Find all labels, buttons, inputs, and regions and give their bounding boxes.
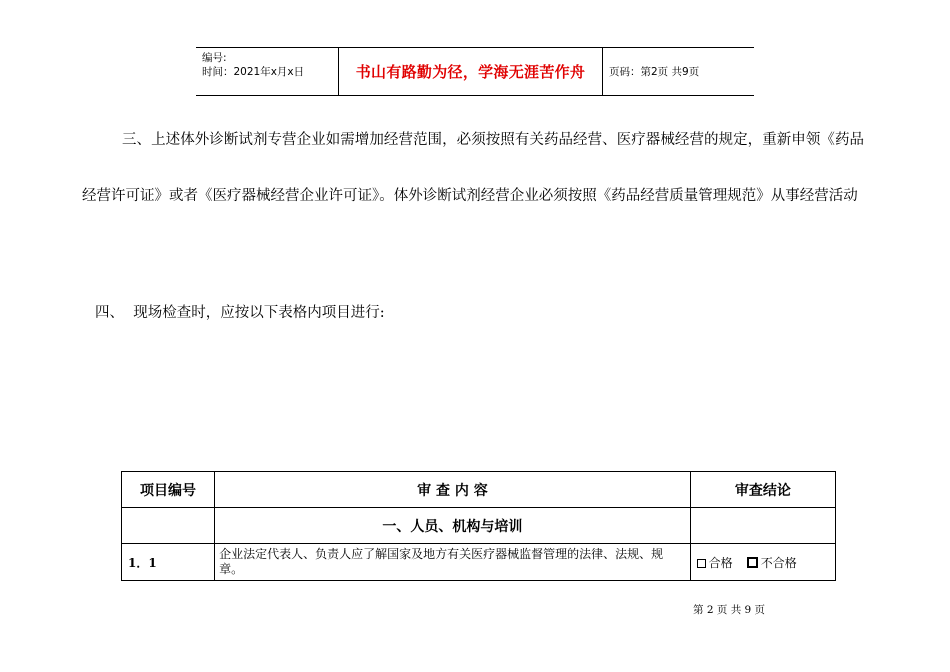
inspection-table	[121, 471, 836, 581]
time-label: 时间：2021年x月x日	[202, 66, 305, 78]
page-header	[196, 47, 754, 96]
pass-checkbox[interactable]	[697, 559, 706, 568]
number-label: 编号:	[202, 52, 227, 64]
page-footer: 第 2 页 共 9 页	[693, 604, 766, 616]
header-meta	[196, 48, 339, 95]
header-review-conclusion: 审查结论	[690, 472, 835, 508]
section-empty-cell	[690, 508, 835, 544]
header-item-number: 项目编号	[122, 472, 215, 508]
table-header-row	[122, 472, 836, 508]
section-empty-cell	[122, 508, 215, 544]
fail-label: 不合格	[760, 555, 797, 570]
fail-checkbox[interactable]	[747, 557, 758, 568]
section-title: 一、人员、机构与培训	[215, 508, 691, 544]
header-review-content: 审 查 内 容	[215, 472, 691, 508]
header-page-code: 页码：第2页 共9页	[609, 66, 700, 78]
header-motto: 书山有路勤为径，学海无涯苦作舟	[339, 48, 603, 95]
table-row	[122, 544, 836, 581]
row-content: 企业法定代表人、负责人应了解国家及地方有关医疗器械监督管理的法律、法规、规章。	[215, 544, 691, 581]
paragraph-item-4: 四、 现场检查时，应按以下表格内项目进行:	[95, 305, 385, 321]
section-row	[122, 508, 836, 544]
pass-label: 合格	[708, 555, 733, 570]
row-number: 1．1	[122, 544, 215, 581]
paragraph-item-3: 三、上述体外诊断试剂专营企业如需增加经营范围，必须按照有关药品经营、医疗器械经营的规定，重新申领《药品经营许可证》或者《医疗器械经营企业许可证》。体外诊断试剂经营企业必须按照《药品经营质量管理规范》从事经营活动	[82, 132, 864, 204]
row-verdict	[690, 544, 835, 581]
